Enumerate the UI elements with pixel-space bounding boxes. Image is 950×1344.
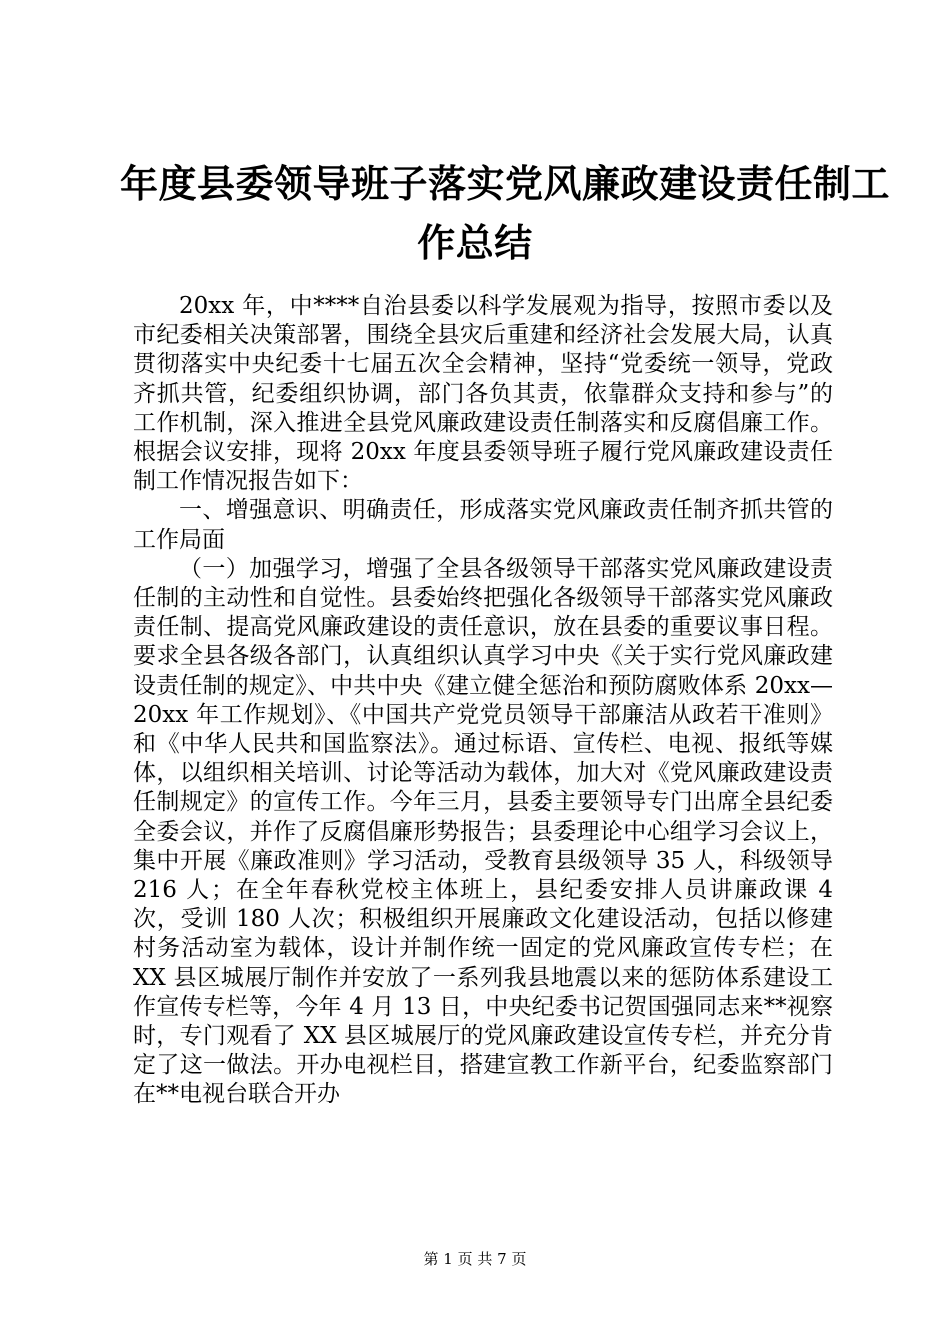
paragraph-section-heading: 一、增强意识、明确责任，形成落实党风廉政责任制齐抓共管的工作局面 [133, 497, 833, 553]
page-number-footer: 第 1 页 共 7 页 [423, 1250, 527, 1268]
paragraph-subsection-1: （一）加强学习，增强了全县各级领导干部落实党风廉政建设责任制的主动性和自觉性。县委始终把强化各级领导干部落实党风廉政责任制、提高党风廉政建设的责任意识，放在县委的重要议事日程。要求全县各级各部门，认真组织认真学习中央《关于实行党风廉政建设责任制的规定》、中共中央《建立健全惩治和预防腐败体系 20xx—20xx 年工作规划》、《中国共产党党员领导干部廉洁从政若干准则》和《中华人民共和国监察法》。通过标语、宣传栏、电视、报纸等媒体，以组织相关培训、讨论等活动为载体，加大对《党风廉政建设责任制规定》的宣传工作。今年三月，县委主要领导专门出席全县纪委全委会议，并作了反腐倡廉形势报告；县委理论中心组学习会议上，集中开展《廉政准则》学习活动，受教育县级领导 35 人，科级领导 216 人；在全年春秋党校主体班上，县纪委安排人员讲廉政课 4 次，受训 180 人次；积极组织开展廉政文化建设活动，包括以修建村务活动室为载体，设计并制作统一固定的党风廉政宣传专栏；在 XX 县区城展厅制作并安放了一系列我县地震以来的惩防体系建设工作宣传专栏等，今年 4 月 13 日，中央纪委书记贺国强同志来**视察时，专门观看了 XX 县区城展厅的党风廉政建设宣传专栏，并充分肯定了这一做法。开办电视栏目，搭建宣教工作新平台，纪委监察部门在**电视台联合开办 [133, 555, 833, 1108]
paragraph-intro: 20xx 年，中****自治县委以科学发展观为指导，按照市委以及市纪委相关决策部署，围绕全县灾后重建和经济社会发展大局，认真贯彻落实中央纪委十七届五次全会精神，坚持“党委统一领导，党政齐抓共管，纪委组织协调，部门各负其责，依靠群众支持和参与”的工作机制，深入推进全县党风廉政建设责任制落实和反腐倡廉工作。根据会议安排，现将 20xx 年度县委领导班子履行党风廉政建设责任制工作情况报告如下： [133, 293, 833, 495]
document-title-line-1: 年度县委领导班子落实党风廉政建设责任制工 [120, 161, 891, 206]
document-body [133, 292, 833, 1110]
document-title-line-2: 作总结 [417, 220, 533, 265]
